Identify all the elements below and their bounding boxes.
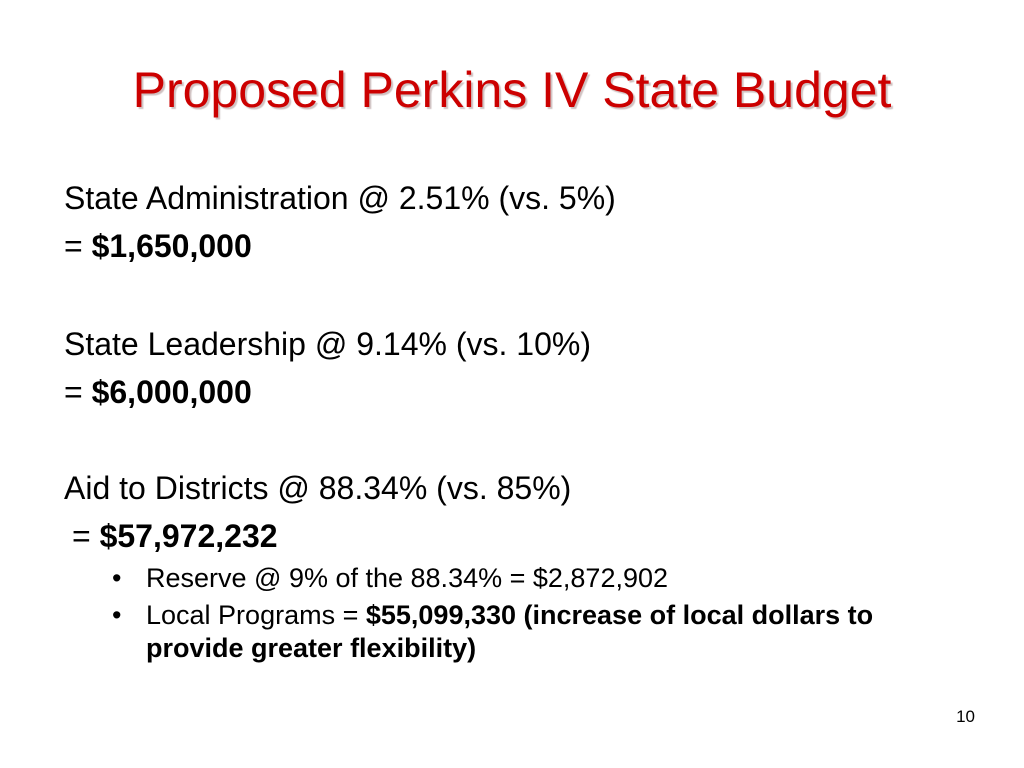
slide-title: Proposed Perkins IV State Budget: [132, 62, 892, 118]
local-programs-amount: $55,099,330 (increase of local dollars to provide greater flexibility): [146, 599, 874, 663]
state-leadership-line: State Leadership @ 9.14% (vs. 10%): [64, 326, 591, 362]
equals-sign: =: [64, 228, 92, 264]
page-number: 10: [956, 707, 975, 726]
bullet-list: [112, 562, 932, 669]
state-leadership-amount-line: [64, 374, 252, 411]
local-programs-label: Local Programs =: [146, 599, 366, 630]
bullet-dot-icon: •: [112, 599, 122, 630]
equals-sign: =: [64, 374, 92, 410]
equals-sign: =: [72, 518, 100, 554]
bullet-dot-icon: •: [112, 563, 122, 593]
aid-to-districts-amount: $57,972,232: [99, 518, 278, 554]
state-administration-amount-line: [64, 228, 252, 265]
reserve-text: Reserve @ 9% of the 88.34% = $2,872,902: [146, 563, 669, 593]
state-administration-line: State Administration @ 2.51% (vs. 5%): [64, 180, 616, 216]
aid-to-districts-line: Aid to Districts @ 88.34% (vs. 85%): [64, 470, 572, 506]
bullet-local-programs: [112, 599, 932, 665]
state-leadership-amount: $6,000,000: [91, 374, 252, 410]
aid-to-districts-amount-line: [72, 518, 278, 555]
bullet-reserve: [112, 562, 932, 595]
state-administration-amount: $1,650,000: [91, 228, 252, 264]
